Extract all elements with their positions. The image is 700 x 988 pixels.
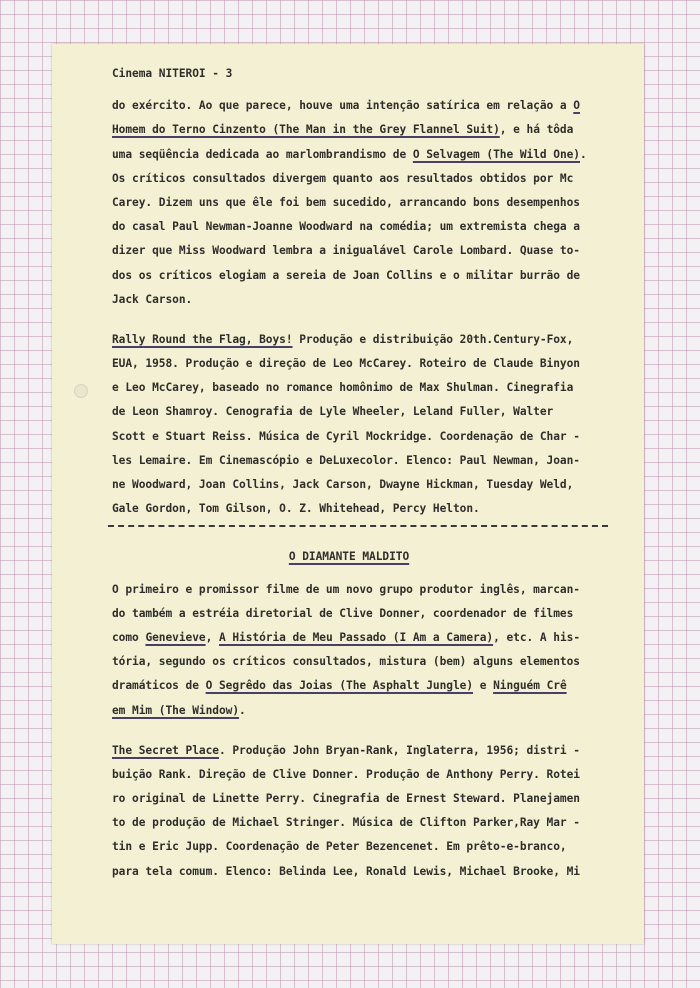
underlined-title: em Mim (The Window) (112, 703, 240, 717)
text-run: . Produção John Bryan-Rank, Inglaterra, 1956; distri - (218, 743, 580, 757)
text-run: e (473, 679, 494, 693)
text-line (112, 425, 614, 449)
heading-text: O DIAMANTE MALDITO (288, 550, 410, 564)
text-line (112, 167, 614, 191)
underlined-title: Genevieve (145, 630, 206, 644)
text-run: uma seqüência dedicada ao marlombrandismo de (112, 147, 413, 161)
text-run: . (239, 703, 246, 717)
text-run: EUA, 1958. Produção e direção de Leo McCarey. Roteiro de Claude Binyon (112, 357, 580, 371)
text-run: Os críticos consultados divergem quanto aos resultados obtidos por Mc (112, 171, 574, 185)
text-run: Gale Gordon, Tom Gilson, O. Z. Whitehead, Percy Helton. (112, 502, 480, 516)
text-run: , (205, 630, 219, 644)
text-line (112, 473, 614, 497)
text-run: Scott e Stuart Reiss. Música de Cyril Mockridge. Coordenação de Char - (112, 429, 580, 443)
text-line (112, 239, 614, 263)
text-run: dizer que Miss Woodward lembra a inigualável Carole Lombard. Quase to- (112, 244, 580, 258)
text-run: Carey. Dizem uns que êle foi bem sucedido, arrancando bons desempenhos (112, 195, 580, 209)
text-line (112, 352, 614, 376)
text-line (112, 650, 614, 674)
text-line (112, 674, 614, 698)
underlined-title: A História de Meu Passado (I Am a Camera) (218, 630, 494, 644)
text-line (112, 94, 614, 118)
underlined-title: O (573, 99, 580, 113)
text-line (112, 602, 614, 626)
text-run: do casal Paul Newman-Joanne Woodward na comédia; um extremista chega a (112, 220, 580, 234)
text-line (112, 626, 614, 650)
text-run: buição Rank. Direção de Clive Donner. Produção de Anthony Perry. Rotei (112, 767, 580, 781)
text-run: , etc. A his- (493, 630, 581, 644)
underlined-title: Rally Round the Flag, Boys! (112, 332, 293, 346)
text-run: Jack Carson. (112, 292, 193, 306)
text-line (112, 191, 614, 215)
text-line (112, 497, 614, 521)
text-run: de Leon Shamroy. Cenografia de Lyle Wheeler, Leland Fuller, Walter (112, 405, 554, 419)
page-header: Cinema NITEROI - 3 (112, 67, 233, 80)
text-line (112, 835, 614, 859)
text-line (112, 118, 614, 142)
text-run: tória, segundo os críticos consultados, mistura (bem) alguns elementos (112, 655, 580, 669)
text-line (112, 860, 614, 884)
text-run: do exército. Ao que parece, houve uma intenção satírica em relação a (112, 99, 574, 113)
text-line (112, 739, 614, 763)
text-run: e Leo McCarey, baseado no romance homônimo de Max Shulman. Cinegrafia (112, 381, 574, 395)
underlined-title: Homem do Terno Cinzento (The Man in the Grey Flannel Suit) (112, 123, 500, 137)
underlined-title: The Secret Place (112, 743, 219, 757)
text-line (112, 811, 614, 835)
underlined-title: Ninguém Crê (493, 679, 567, 693)
text-line (112, 288, 614, 312)
text-line (112, 264, 614, 288)
text-line (112, 376, 614, 400)
text-line (112, 763, 614, 787)
text-run: to de produção de Michael Stringer. Música de Clifton Parker,Ray Mar - (112, 816, 580, 830)
text-line (112, 400, 614, 424)
text-run: dramáticos de (112, 679, 206, 693)
text-line (112, 328, 614, 352)
text-line (112, 143, 614, 167)
text-run: para tela comum. Elenco: Belinda Lee, Ronald Lewis, Michael Brooke, Mi (112, 864, 580, 878)
text-line (112, 787, 614, 811)
document-page (52, 44, 644, 944)
paragraph-diamante-maldito (112, 578, 614, 723)
credits-rally-round-the-flag (112, 328, 614, 522)
text-line (112, 449, 614, 473)
text-line (112, 699, 614, 723)
text-line (112, 578, 614, 602)
text-run: les Lemaire. Em Cinemascópio e DeLuxecolor. Elenco: Paul Newman, Joan- (112, 453, 580, 467)
text-run: ro original de Linette Perry. Cinegrafia de Ernest Steward. Planejamen (112, 792, 580, 806)
section-heading (112, 545, 614, 569)
section-divider (108, 525, 608, 527)
text-run: do também a estréia diretorial de Clive Donner, coordenador de filmes (112, 606, 574, 620)
paragraph-review (112, 94, 614, 312)
underlined-title: O Selvagem (The Wild One) (412, 147, 580, 161)
text-run: ne Woodward, Joan Collins, Jack Carson, Dwayne Hickman, Tuesday Weld, (112, 478, 574, 492)
text-run: tin e Eric Jupp. Coordenação de Peter Bezencenet. Em prêto-e-branco, (112, 840, 567, 854)
credits-secret-place (112, 739, 614, 884)
text-run: como (112, 630, 146, 644)
punch-hole (74, 384, 88, 398)
text-run: O primeiro e promissor filme de um novo grupo produtor inglês, marcan- (112, 582, 580, 596)
text-run: dos os críticos elogiam a sereia de Joan Collins e o militar burrão de (112, 268, 580, 282)
underlined-title: O Segrêdo das Joias (The Asphalt Jungle) (205, 679, 474, 693)
text-run: . (580, 147, 587, 161)
text-run: , e há tôda (499, 123, 574, 137)
text-run: Produção e distribuição 20th.Century-Fox, (292, 332, 574, 346)
text-line (112, 215, 614, 239)
